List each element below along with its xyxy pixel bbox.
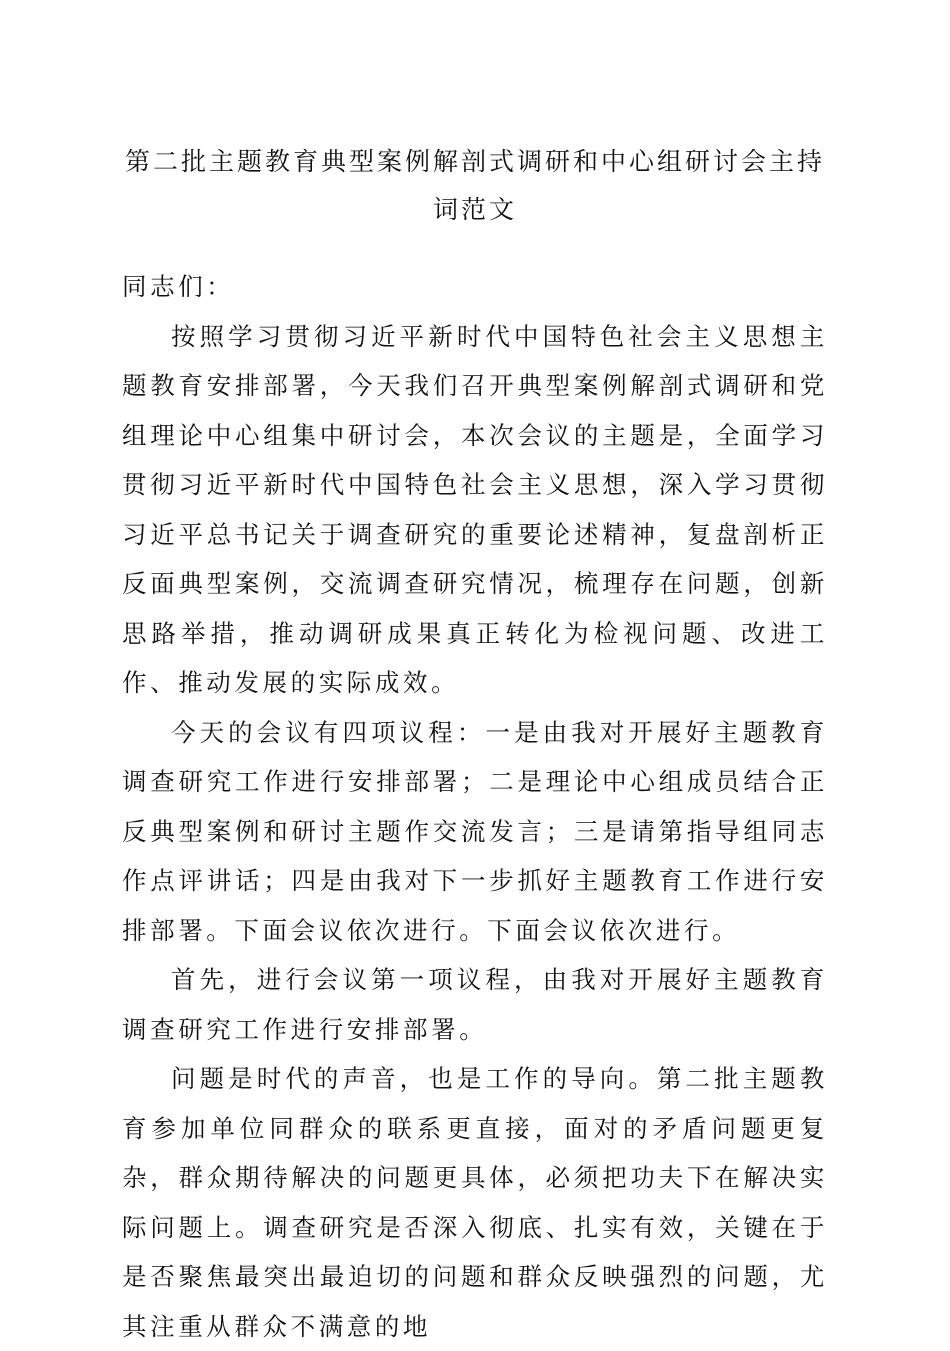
salutation: 同志们：	[122, 272, 235, 301]
paragraph-2: 今天的会议有四项议程：一是由我对开展好主题教育调查研究工作进行安排部署；二是理论中心组成员结合正反典型案例和研讨主题作交流发言；三是请第指导组同志作点评讲话；四是由我对下一步抓好主题教育工作进行安排部署。下面会议依次进行。下面会议依次进行。	[122, 717, 828, 945]
paragraph-4: 问题是时代的声音，也是工作的导向。第二批主题教育参加单位同群众的联系更直接，面对的矛盾问题更复杂，群众期待解决的问题更具体，必须把功夫下在解决实际问题上。调查研究是否深入彻底、扎实有效，关键在于是否聚焦最突出最迫切的问题和群众反映强烈的问题，尤其注重从群众不满意的地	[122, 1064, 828, 1341]
document-body	[122, 262, 828, 1351]
paragraph-3: 首先，进行会议第一项议程，由我对开展好主题教育调查研究工作进行安排部署。	[122, 965, 828, 1044]
paragraph-1: 按照学习贯彻习近平新时代中国特色社会主义思想主题教育安排部署，今天我们召开典型案例解剖式调研和党组理论中心组集中研讨会，本次会议的主题是，全面学习贯彻习近平新时代中国特色社会主义思想，深入学习贯彻习近平总书记关于调查研究的重要论述精神，复盘剖析正反面典型案例，交流调查研究情况，梳理存在问题，创新思路举措，推动调研成果真正转化为检视问题、改进工作、推动发展的实际成效。	[122, 321, 828, 697]
document-title: 第二批主题教育典型案例解剖式调研和中心组研讨会主持词范文	[124, 147, 825, 224]
